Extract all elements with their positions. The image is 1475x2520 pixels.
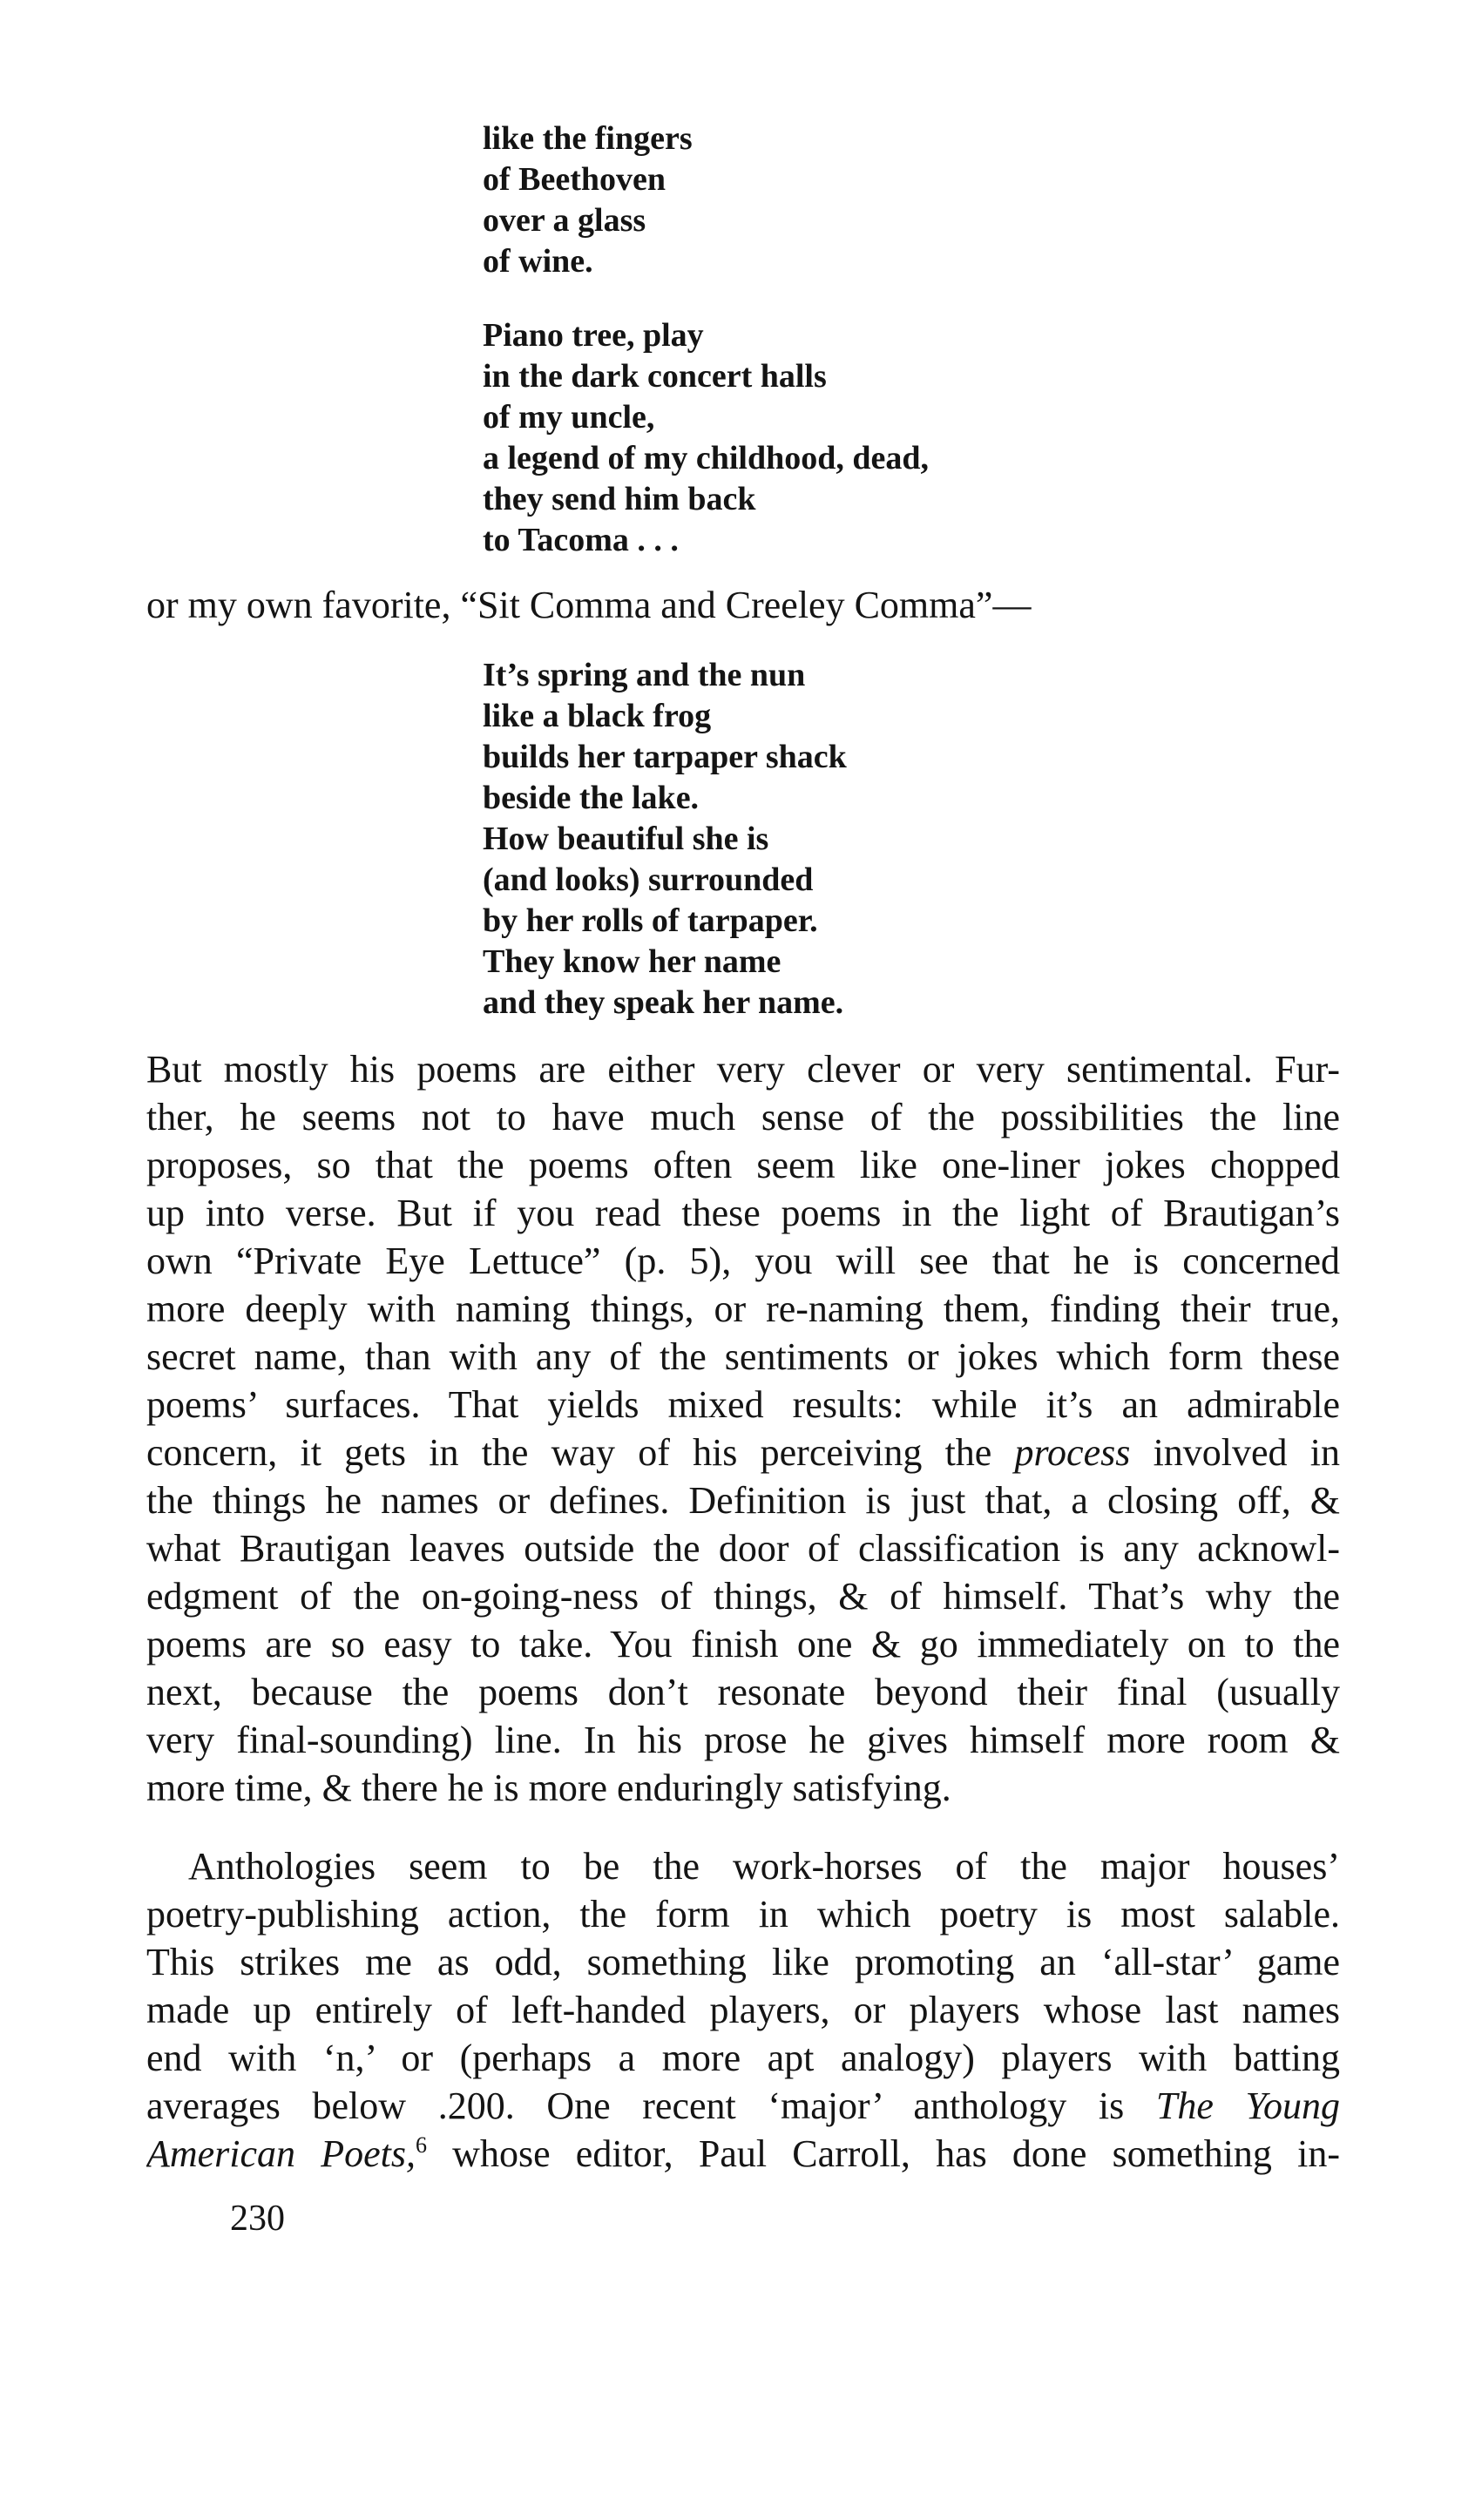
paragraph-line: what Brautigan leaves outside the door of classification is any acknowl-: [146, 1527, 1340, 1570]
paragraph-line: proposes, so that the poems often seem like one-liner jokes chopped: [146, 1144, 1340, 1186]
poem-line: builds her tarpaper shack: [483, 739, 847, 775]
book-title-italic: American Poets,: [146, 2132, 416, 2175]
paragraph-line: poems are so easy to take. You finish one & go immediately on to the: [146, 1623, 1340, 1665]
text-run: averages below .200. One recent ‘major’ anthology is: [146, 2084, 1125, 2127]
poem-line: a legend of my childhood, dead,: [483, 440, 930, 476]
paragraph-line: poems’ surfaces. That yields mixed results: while it’s an admirable: [146, 1383, 1340, 1426]
poem-line: like the fingers: [483, 120, 693, 157]
poem-line: They know her name: [483, 943, 781, 980]
book-title-italic: The Young: [1155, 2084, 1340, 2127]
poem-line: beside the lake.: [483, 780, 700, 816]
paragraph-line: more deeply with naming things, or re-naming them, finding their true,: [146, 1287, 1340, 1330]
poem-line: (and looks) surrounded: [483, 861, 814, 898]
poem-line: of wine.: [483, 243, 593, 280]
paragraph-line: more time, & there he is more enduringly satisfying.: [146, 1767, 951, 1809]
paragraph-line: the things he names or defines. Definition is just that, a closing off, &: [146, 1479, 1340, 1522]
paragraph-line: ther, he seems not to have much sense of the possibilities the line: [146, 1096, 1340, 1138]
poem-line: It’s spring and the nun: [483, 657, 806, 693]
poem-stanza-3: [483, 655, 847, 1024]
paragraph-line: up into verse. But if you read these poems in the light of Brautigan’s: [146, 1192, 1340, 1234]
poem-stanza-2: [483, 315, 929, 561]
poem-intro-line: or my own favorite, “Sit Comma and Creeley Comma”—: [146, 584, 1032, 626]
paragraph-line: own “Private Eye Lettuce” (p. 5), you will see that he is concerned: [146, 1240, 1340, 1282]
poem-line: of my uncle,: [483, 399, 655, 436]
poem-line: they send him back: [483, 481, 756, 517]
paragraph-line: very final-sounding) line. In his prose he gives himself more room &: [146, 1719, 1340, 1761]
paragraph-line: This strikes me as odd, something like promoting an ‘all-star’ game: [146, 1941, 1340, 1983]
paragraph-line: But mostly his poems are either very clever or very sentimental. Fur-: [146, 1048, 1340, 1091]
text-run: concern, it gets in the way of his perceiving the: [146, 1431, 1015, 1474]
text-run: whose editor, Paul Carroll, has done something in-: [427, 2132, 1340, 2175]
body-paragraph-1: [146, 1045, 1340, 1812]
poem-line: over a glass: [483, 202, 646, 239]
paragraph-line: [146, 2130, 1340, 2178]
paragraph-line: Anthologies seem to be the work-horses of the major houses’: [188, 1845, 1340, 1888]
text-run: involved in: [1130, 1431, 1340, 1474]
poem-stanza-1: [483, 118, 693, 282]
poem-line: Piano tree, play: [483, 317, 704, 354]
paragraph-line: poetry-publishing action, the form in which poetry is most salable.: [146, 1893, 1340, 1936]
poem-line: of Beethoven: [483, 161, 666, 198]
poem-line: to Tacoma . . .: [483, 522, 679, 558]
paragraph-line: secret name, than with any of the sentiments or jokes which form these: [146, 1335, 1340, 1378]
poem-line: like a black frog: [483, 698, 712, 734]
poem-line: and they speak her name.: [483, 984, 844, 1021]
paragraph-line: edgment of the on-going-ness of things, & of himself. That’s why the: [146, 1575, 1340, 1618]
body-paragraph-2: [146, 1842, 1340, 2178]
page-number: 230: [230, 2199, 285, 2239]
paragraph-line: [146, 2082, 1340, 2130]
poem-line: by her rolls of tarpaper.: [483, 902, 818, 939]
paragraph-line: next, because the poems don’t resonate beyond their final (usually: [146, 1671, 1340, 1713]
poem-line: How beautiful she is: [483, 821, 769, 857]
poem-line: in the dark concert halls: [483, 358, 827, 395]
paragraph-line: end with ‘n,’ or (perhaps a more apt analogy) players with batting: [146, 2037, 1340, 2079]
footnote-marker: 6: [416, 2132, 427, 2158]
italic-word: process: [1014, 1431, 1131, 1474]
paragraph-line: [146, 1429, 1340, 1476]
paragraph-line: made up entirely of left-handed players, or players whose last names: [146, 1989, 1340, 2031]
